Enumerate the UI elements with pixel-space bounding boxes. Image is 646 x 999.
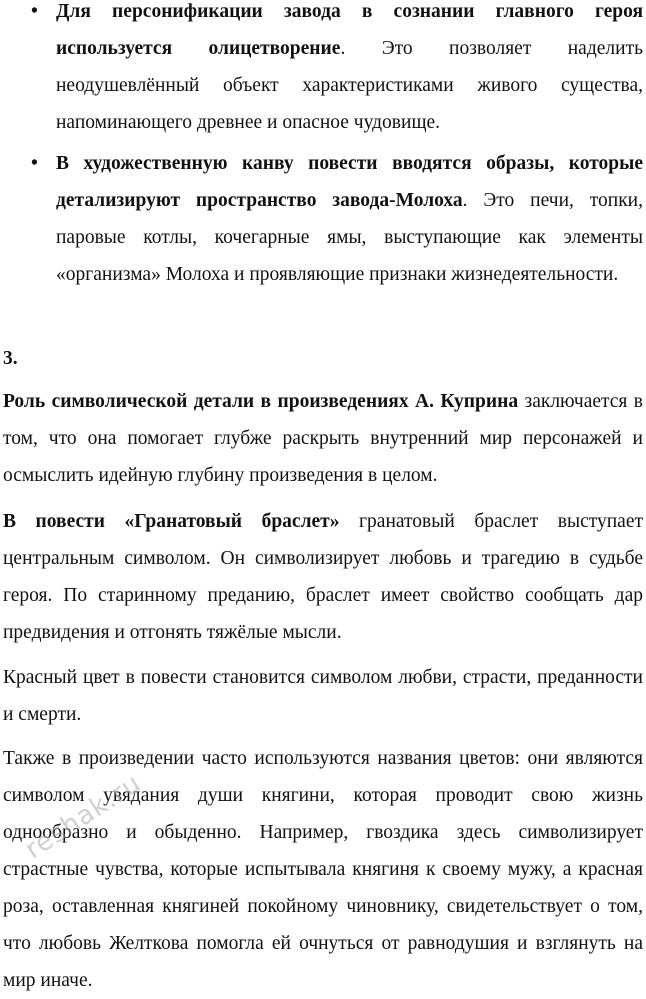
paragraph-bold-text: Роль символической детали в произведениях А. Куприна bbox=[3, 391, 519, 412]
paragraph-flowers: Также в произведении часто используются названия цветов: они являются символом увядания души княгини, которая проводит свою жизнь однообразно и обыденно. Например, гвоздика здесь символизирует страстные чувства, которые испытывала княгиня к своему мужу, а красная роза, оставленная княгиней покойному чиновнику, свидетельствует о том, что любовь Желткова помогла ей очнуться от равнодушия и взглянуть на мир иначе. bbox=[3, 748, 643, 991]
bullet-marker: • bbox=[31, 153, 38, 174]
paragraph-text: гранатовый браслет выступает центральным символом. Он символизирует любовь и трагедию в судьбе героя. По старинному преданию, браслет имеет свойство сообщать дар предвидения и отгонять тяжёлые мысли. bbox=[3, 511, 644, 643]
paragraph-text: заключается в том, что она помогает глубже раскрыть внутренний мир персонажей и осмыслить идейную глубину произведения в целом. bbox=[3, 391, 643, 486]
paragraph-garnet-bracelet bbox=[3, 503, 643, 651]
bullet-item-moloch-images bbox=[31, 145, 643, 293]
paragraph-symbolic-detail bbox=[3, 383, 643, 494]
bullet-marker: • bbox=[31, 1, 38, 22]
bullet-item-personification bbox=[31, 0, 643, 141]
bullet-text: . Это печи, топки, паровые котлы, кочегарные ямы, выступающие как элементы «организма» Молоха и проявляющие признаки жизнедеятельности. bbox=[56, 190, 643, 285]
bullet-bold-text: В художественную канву повести вводятся образы, которые детализируют пространство завода-Молоха bbox=[56, 153, 643, 211]
paragraph-bold-text: В повести «Гранатовый браслет» bbox=[3, 511, 340, 532]
bullet-bold-text: Для персонификации завода в сознании главного героя используется олицетворение bbox=[56, 1, 643, 59]
paragraph-red-color: Красный цвет в повести становится символом любви, страсти, преданности и смерти. bbox=[3, 667, 643, 725]
watermark: reshak.ru bbox=[20, 768, 147, 866]
bullet-text: . Это позволяет наделить неодушевлённый объект характеристиками живого существа, напоминающего древнее и опасное чудовище. bbox=[56, 38, 643, 133]
section-number: 3. bbox=[3, 348, 18, 369]
